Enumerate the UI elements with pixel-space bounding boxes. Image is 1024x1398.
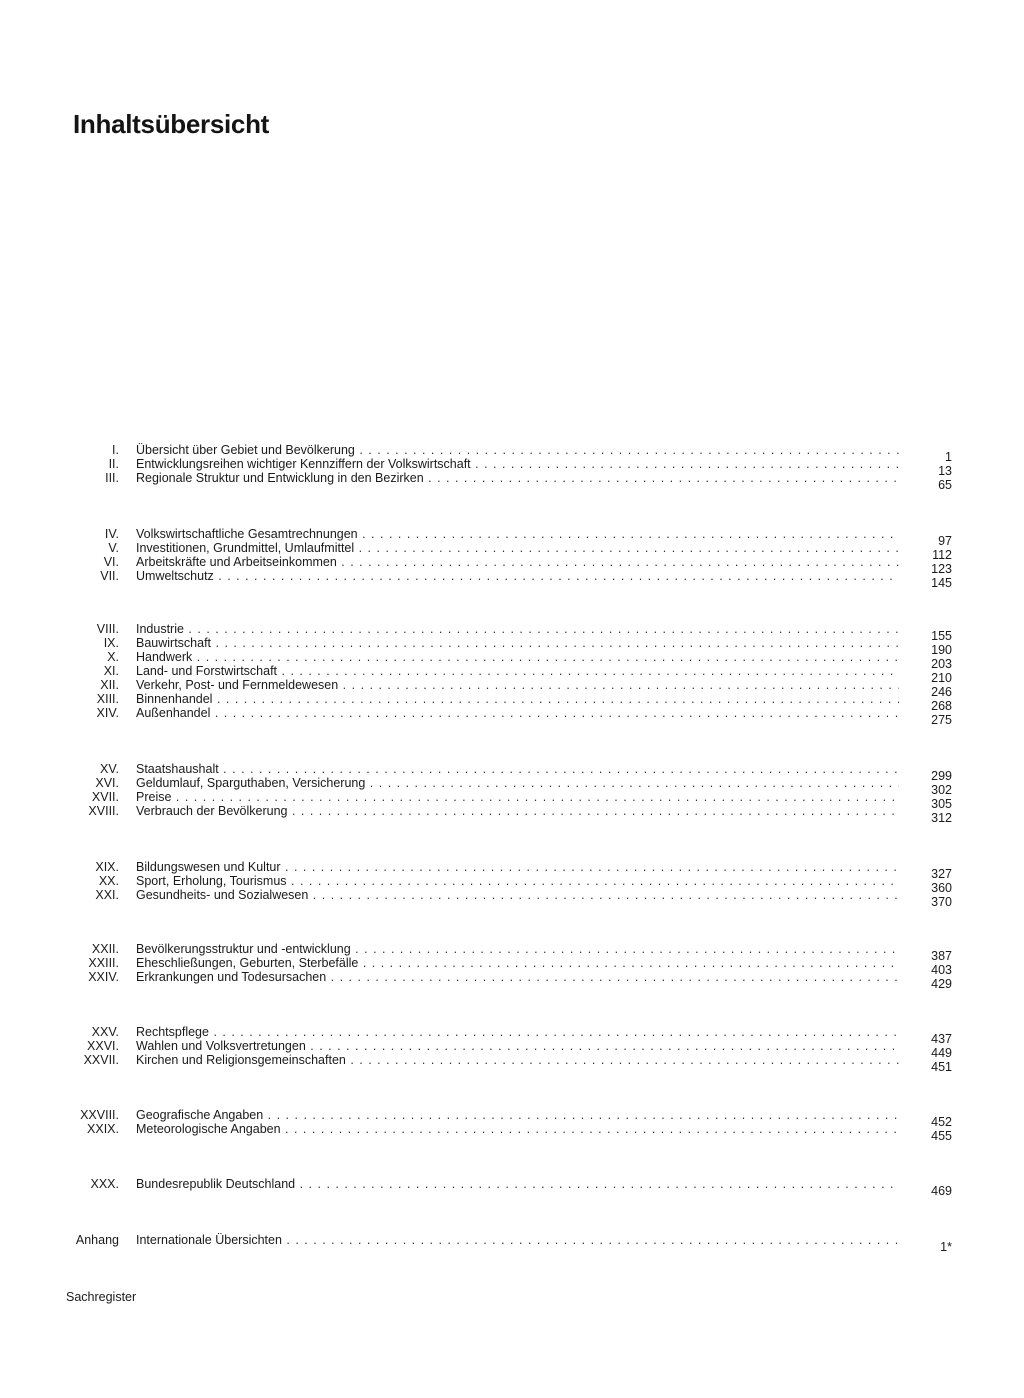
chapter-numeral: XXIII. (88, 956, 119, 970)
page-number: 299 (931, 769, 952, 783)
page-number: 449 (931, 1046, 952, 1060)
page-number: 65 (938, 478, 952, 492)
page-number: 203 (931, 657, 952, 671)
page-number: 429 (931, 977, 952, 991)
page-number: 13 (938, 464, 952, 478)
chapter-numeral: XXVI. (87, 1039, 119, 1053)
toc-entry[interactable] (0, 888, 1024, 909)
chapter-title: Land- und Forstwirtschaft . . . (136, 664, 899, 678)
chapter-numeral: XXVIII. (80, 1108, 119, 1122)
page-number: 370 (931, 895, 952, 909)
toc-group (0, 860, 1024, 909)
toc-group (0, 942, 1024, 991)
page-number: 305 (931, 797, 952, 811)
chapter-title: Verkehr, Post- und Fernmeldewesen . . . (136, 678, 899, 692)
chapter-numeral: XXV. (91, 1025, 119, 1039)
chapter-title: Eheschließungen, Geburten, Sterbefälle . . . (136, 956, 899, 970)
chapter-numeral: II. (108, 457, 119, 471)
page-number: 246 (931, 685, 952, 699)
chapter-numeral: XIX. (95, 860, 119, 874)
chapter-title: Verbrauch der Bevölkerung . . . (136, 804, 899, 818)
page-number: 123 (931, 562, 952, 576)
page-number: 210 (931, 671, 952, 685)
toc-entry[interactable] (0, 471, 1024, 492)
chapter-numeral: X. (107, 650, 119, 664)
chapter-numeral: I. (112, 443, 119, 457)
chapter-title: Arbeitskräfte und Arbeitseinkommen . . . (136, 555, 899, 569)
toc-entry[interactable] (0, 1177, 1024, 1198)
toc-entry[interactable] (0, 1053, 1024, 1074)
chapter-numeral: XVIII. (88, 804, 119, 818)
chapter-title: Rechtspflege . . . (136, 1025, 899, 1039)
chapter-title: Bildungswesen und Kultur . . . (136, 860, 899, 874)
sachregister-link[interactable]: Sachregister (66, 1290, 137, 1304)
toc-entry[interactable] (0, 706, 1024, 727)
chapter-numeral: VI. (103, 555, 119, 569)
chapter-title: Gesundheits- und Sozialwesen . . . (136, 888, 899, 902)
chapter-numeral: XXX. (90, 1177, 119, 1191)
page-number: 97 (938, 534, 952, 548)
chapter-title: Investitionen, Grundmittel, Umlaufmittel . . . (136, 541, 899, 555)
page-number: 1 (945, 450, 952, 464)
chapter-numeral: XXVII. (83, 1053, 119, 1067)
toc-group (0, 443, 1024, 492)
chapter-numeral: V. (108, 541, 119, 555)
chapter-title: Geografische Angaben . . . (136, 1108, 899, 1122)
chapter-title: Entwicklungsreihen wichtiger Kennziffern der Volkswirtschaft . . . (136, 457, 899, 471)
chapter-title: Binnenhandel . . . (136, 692, 899, 706)
chapter-title: Industrie . . . (136, 622, 899, 636)
page-number: 145 (931, 576, 952, 590)
chapter-numeral: IV. (104, 527, 119, 541)
chapter-numeral: XII. (100, 678, 119, 692)
chapter-title: Staatshaushalt . . . (136, 762, 899, 776)
toc-group (0, 1108, 1024, 1143)
page-number: 452 (931, 1115, 952, 1129)
chapter-title: Übersicht über Gebiet und Bevölkerung . . . (136, 443, 899, 457)
chapter-title: Erkrankungen und Todesursachen . . . (136, 970, 899, 984)
chapter-numeral: Anhang (75, 1233, 119, 1247)
page-number: 455 (931, 1129, 952, 1143)
chapter-title: Kirchen und Religionsgemeinschaften . . . (136, 1053, 899, 1067)
toc-group (0, 527, 1024, 590)
chapter-title: Geldumlauf, Sparguthaben, Versicherung . . . (136, 776, 899, 790)
toc-group (0, 622, 1024, 727)
toc-entry[interactable] (0, 1122, 1024, 1143)
page-number: 275 (931, 713, 952, 727)
page-number: 190 (931, 643, 952, 657)
toc-entry[interactable] (0, 1233, 1024, 1254)
chapter-numeral: VII. (100, 569, 119, 583)
toc-group (0, 762, 1024, 825)
page-number: 469 (931, 1184, 952, 1198)
chapter-numeral: VIII. (96, 622, 119, 636)
chapter-title: Handwerk . . . (136, 650, 899, 664)
chapter-title: Meteorologische Angaben . . . (136, 1122, 899, 1136)
chapter-title: Internationale Übersichten . . . (136, 1233, 899, 1247)
page-number: 360 (931, 881, 952, 895)
chapter-numeral: XXIV. (88, 970, 119, 984)
page-number: 387 (931, 949, 952, 963)
chapter-title: Umweltschutz . . . (136, 569, 899, 583)
page-title: Inhaltsübersicht (73, 109, 270, 140)
toc-entry[interactable] (0, 970, 1024, 991)
chapter-numeral: XI. (103, 664, 119, 678)
toc-entry[interactable] (0, 569, 1024, 590)
page-number: 312 (931, 811, 952, 825)
page-number: 437 (931, 1032, 952, 1046)
chapter-title: Außenhandel . . . (136, 706, 899, 720)
chapter-numeral: XXII. (91, 942, 119, 956)
page-number: 112 (932, 548, 952, 562)
toc-group (0, 1177, 1024, 1198)
page-number: 451 (931, 1060, 952, 1074)
chapter-title: Regionale Struktur und Entwicklung in den Bezirken . . . (136, 471, 899, 485)
chapter-numeral: XV. (99, 762, 119, 776)
page-number: 268 (931, 699, 952, 713)
chapter-title: Bevölkerungsstruktur und -entwicklung . . . (136, 942, 899, 956)
chapter-numeral: XVII. (91, 790, 119, 804)
chapter-numeral: XX. (98, 874, 119, 888)
chapter-title: Bauwirtschaft . . . (136, 636, 899, 650)
chapter-title: Preise . . . (136, 790, 899, 804)
chapter-title: Sport, Erholung, Tourismus . . . (136, 874, 899, 888)
chapter-numeral: IX. (103, 636, 119, 650)
chapter-numeral: XXI. (95, 888, 119, 902)
page-number: 403 (931, 963, 952, 977)
chapter-numeral: XIII. (96, 692, 119, 706)
chapter-numeral: III. (105, 471, 119, 485)
chapter-numeral: XIV. (96, 706, 119, 720)
chapter-title: Bundesrepublik Deutschland . . . (136, 1177, 899, 1191)
toc-group (0, 1025, 1024, 1074)
page-number: 1* (940, 1240, 952, 1254)
chapter-title: Wahlen und Volksvertretungen . . . (136, 1039, 899, 1053)
chapter-numeral: XXIX. (87, 1122, 119, 1136)
toc-entry[interactable] (0, 804, 1024, 825)
toc-group (0, 1233, 1024, 1254)
page-number: 302 (931, 783, 952, 797)
page-number: 327 (931, 867, 952, 881)
page-number: 155 (931, 629, 952, 643)
chapter-title: Volkswirtschaftliche Gesamtrechnungen . . . (136, 527, 899, 541)
chapter-numeral: XVI. (95, 776, 119, 790)
